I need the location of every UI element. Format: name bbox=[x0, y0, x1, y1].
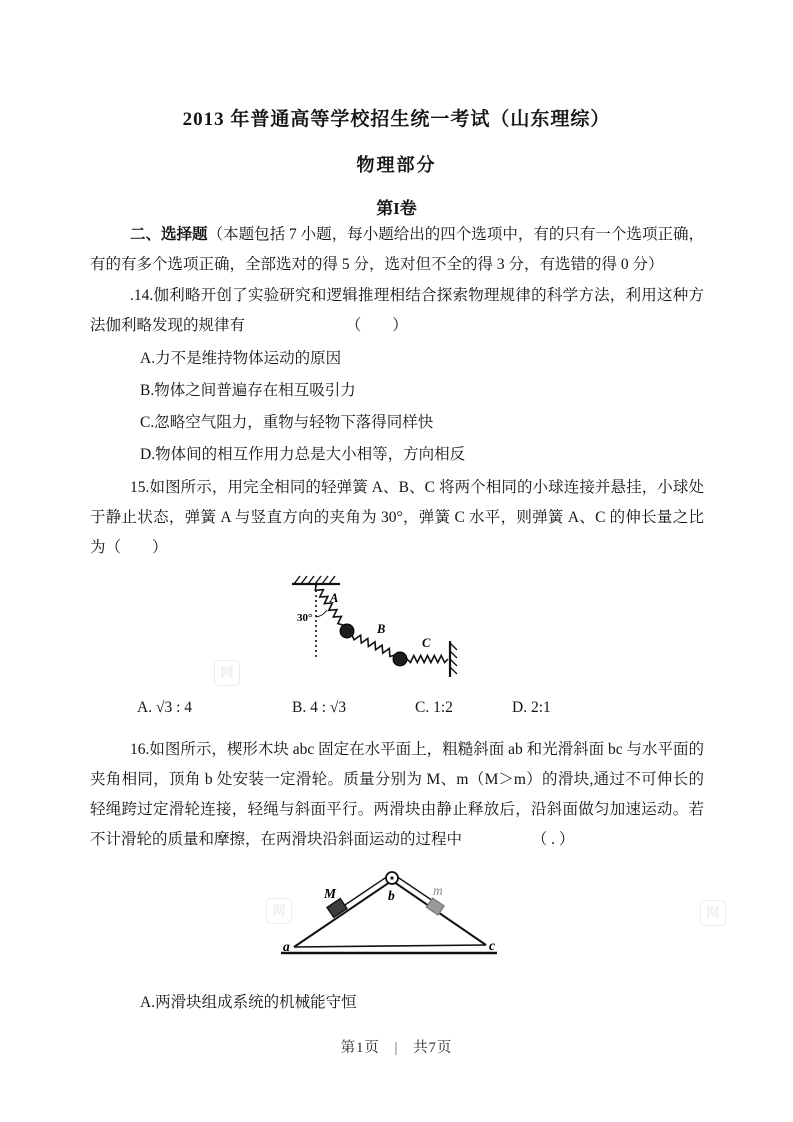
section-intro-label: 二、选择题 bbox=[130, 226, 208, 243]
q15-option-a: A. √3 : 4 bbox=[137, 699, 193, 716]
block-M bbox=[327, 899, 347, 918]
question-15-options bbox=[90, 699, 704, 723]
angle-label: 30° bbox=[297, 612, 313, 624]
pulley-axle bbox=[390, 876, 393, 879]
ball-lower bbox=[393, 652, 407, 666]
page-footer bbox=[0, 1036, 793, 1057]
vertex-a-label: a bbox=[283, 939, 290, 954]
section-intro-text: （本题包括 7 小题，每小题给出的四个选项中，有的只有一个选项正确，有的有多个选项正确，全部选对的得 5 分，选对但不全的得 3 分，有选错的得 0 分） bbox=[90, 226, 704, 273]
spring-a-label: A bbox=[330, 591, 339, 605]
figure-question-16-wedge bbox=[263, 861, 515, 977]
q16-option-a: A.两滑块组成系统的机械能守恒 bbox=[140, 994, 357, 1011]
footer-page-number: 第1页 bbox=[340, 1040, 380, 1056]
q14-option-c: C.忽略空气阻力，重物与轻物下落得同样快 bbox=[140, 414, 434, 431]
figure-question-15-springs bbox=[286, 571, 474, 693]
question-14-options bbox=[140, 343, 700, 471]
section-intro bbox=[90, 220, 704, 280]
block-M-label: M bbox=[324, 886, 337, 901]
block-m-label: m bbox=[433, 883, 443, 898]
q14-option-b: B.物体之间普遍存在相互吸引力 bbox=[140, 382, 356, 399]
q14-option-d: D.物体间的相互作用力总是大小相等，方向相反 bbox=[140, 446, 466, 463]
q15-option-c: C. 1:2 bbox=[415, 699, 453, 716]
ceiling-hatch bbox=[292, 576, 340, 584]
page-subtitle: 物理部分 bbox=[356, 155, 437, 175]
question-15-stem: 15.如图所示，用完全相同的轻弹簧 A、B、C 将两个相同的小球连接并悬挂，小球处于静止状态，弹簧 A 与竖直方向的夹角为 30°，弹簧 C 水平，则弹簧 A、C 的伸长量之比为（ ） bbox=[90, 479, 704, 556]
ball-upper bbox=[340, 624, 354, 638]
q15-option-d: D. 2:1 bbox=[512, 699, 551, 716]
question-14-stem: .14.伽利略开创了实验研究和逻辑推理相结合探索物理规律的科学方法，利用这种方法伽利略发现的规律有 （ ） bbox=[90, 287, 704, 334]
q14-option-a: A.力不是维持物体运动的原因 bbox=[140, 350, 342, 367]
watermark-logo: 网 bbox=[214, 660, 240, 686]
spring-c bbox=[407, 656, 448, 663]
wall-hatch bbox=[450, 641, 457, 677]
footer-total-pages: 共7页 bbox=[413, 1040, 453, 1056]
page-title: 2013 年普通高等学校招生统一考试（山东理综） bbox=[182, 109, 611, 130]
q15-option-b: B. 4 : √3 bbox=[292, 699, 347, 716]
question-16-stem: 16.如图所示，楔形木块 abc 固定在水平面上，粗糙斜面 ab 和光滑斜面 bc 与水平面的夹角相同，顶角 b 处安装一定滑轮。质量分别为 M、m（M＞m）的滑块,通过不可伸长的轻绳跨过定滑轮连接，轻绳与斜面平行。两滑块由静止释放后，沿斜面做匀加速运动。若不计滑轮的质量和摩擦，在两滑块沿斜面运动的过程中 （ . ） bbox=[90, 741, 704, 848]
volume-heading: 第I卷 bbox=[376, 199, 417, 218]
spring-c-label: C bbox=[422, 636, 431, 650]
spring-b-label: B bbox=[377, 622, 386, 636]
vertex-b-label: b bbox=[388, 888, 395, 903]
angle-arc bbox=[316, 610, 327, 617]
block-m bbox=[426, 898, 444, 915]
spring-b bbox=[352, 635, 395, 657]
footer-separator: | bbox=[394, 1040, 399, 1056]
vertex-c-label: c bbox=[489, 938, 495, 953]
watermark-logo: 网 bbox=[700, 900, 726, 926]
watermark-logo: 网 bbox=[266, 898, 292, 924]
